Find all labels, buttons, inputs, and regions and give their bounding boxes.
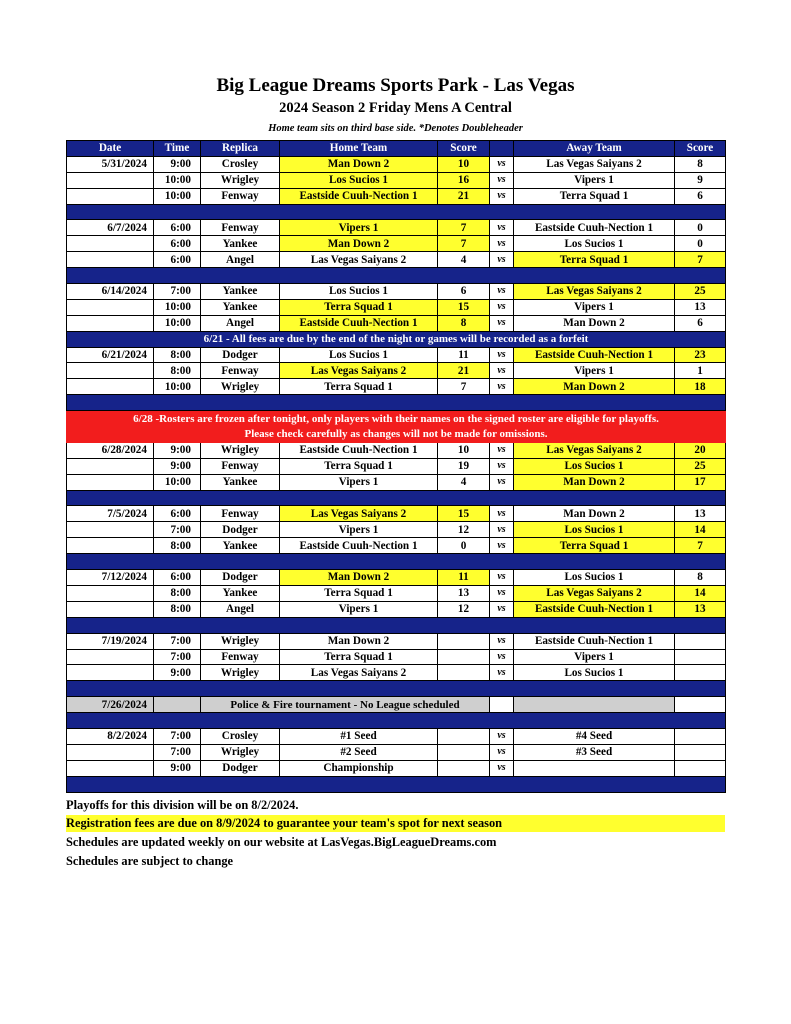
game-row	[67, 442, 726, 458]
divider-cell	[67, 713, 726, 729]
schedule-body	[67, 156, 726, 792]
away-score: 1	[675, 363, 726, 379]
home-team: Terra Squad 1	[280, 458, 438, 474]
away-score: 25	[675, 458, 726, 474]
home-score: 15	[438, 299, 490, 315]
vs-label: vs	[490, 601, 514, 617]
away-team: Man Down 2	[514, 379, 675, 395]
home-team: Los Sucios 1	[280, 347, 438, 363]
game-time: 8:00	[154, 363, 201, 379]
game-field: Yankee	[201, 538, 280, 554]
week-divider	[67, 554, 726, 570]
game-date	[67, 188, 154, 204]
game-field: Wrigley	[201, 633, 280, 649]
game-row	[67, 665, 726, 681]
col-home-team: Home Team	[280, 141, 438, 157]
game-date	[67, 458, 154, 474]
game-date	[67, 299, 154, 315]
away-score	[675, 665, 726, 681]
home-team: #1 Seed	[280, 728, 438, 744]
home-score	[438, 649, 490, 665]
game-field: Dodger	[201, 760, 280, 776]
vs-label: vs	[490, 252, 514, 268]
game-date	[67, 363, 154, 379]
home-score: 19	[438, 458, 490, 474]
game-time: 10:00	[154, 379, 201, 395]
vs-label: vs	[490, 299, 514, 315]
divider-cell	[67, 268, 726, 284]
week-divider	[67, 681, 726, 697]
vs-label: vs	[490, 744, 514, 760]
home-score	[438, 728, 490, 744]
game-date	[67, 665, 154, 681]
game-field: Fenway	[201, 220, 280, 236]
game-row	[67, 601, 726, 617]
vs-label: vs	[490, 538, 514, 554]
away-team: Los Sucios 1	[514, 665, 675, 681]
home-team: Eastside Cuuh-Nection 1	[280, 538, 438, 554]
home-score: 12	[438, 601, 490, 617]
away-score: 14	[675, 585, 726, 601]
game-row	[67, 379, 726, 395]
away-score: 13	[675, 601, 726, 617]
no-league-date: 7/26/2024	[67, 697, 154, 713]
roster-alert: Please check carefully as changes will not be made for omissions.	[67, 427, 726, 443]
game-time: 9:00	[154, 760, 201, 776]
away-team: Terra Squad 1	[514, 252, 675, 268]
vs-label: vs	[490, 633, 514, 649]
home-team: Vipers 1	[280, 601, 438, 617]
home-team: Man Down 2	[280, 570, 438, 586]
game-time: 8:00	[154, 538, 201, 554]
game-row	[67, 522, 726, 538]
game-row	[67, 474, 726, 490]
game-field: Yankee	[201, 299, 280, 315]
vs-label: vs	[490, 379, 514, 395]
no-league-score	[675, 697, 726, 713]
home-team: Las Vegas Saiyans 2	[280, 363, 438, 379]
vs-label: vs	[490, 585, 514, 601]
game-date	[67, 474, 154, 490]
vs-label: vs	[490, 570, 514, 586]
game-date	[67, 744, 154, 760]
game-row	[67, 315, 726, 331]
game-time: 10:00	[154, 172, 201, 188]
game-row	[67, 728, 726, 744]
game-date: 6/21/2024	[67, 347, 154, 363]
game-date	[67, 315, 154, 331]
game-time: 7:00	[154, 744, 201, 760]
game-time: 6:00	[154, 252, 201, 268]
game-field: Angel	[201, 252, 280, 268]
home-score: 21	[438, 363, 490, 379]
schedule-table	[66, 140, 726, 793]
away-score: 17	[675, 474, 726, 490]
home-team: Vipers 1	[280, 220, 438, 236]
home-score: 7	[438, 236, 490, 252]
away-team: Vipers 1	[514, 363, 675, 379]
home-score	[438, 744, 490, 760]
game-time: 7:00	[154, 284, 201, 300]
home-score	[438, 633, 490, 649]
home-team: Man Down 2	[280, 633, 438, 649]
vs-label: vs	[490, 347, 514, 363]
away-score	[675, 760, 726, 776]
home-score: 16	[438, 172, 490, 188]
game-time: 6:00	[154, 570, 201, 586]
vs-label: vs	[490, 236, 514, 252]
away-team: #3 Seed	[514, 744, 675, 760]
away-team	[514, 760, 675, 776]
game-time: 9:00	[154, 156, 201, 172]
home-team: Vipers 1	[280, 474, 438, 490]
game-row	[67, 220, 726, 236]
away-team: #4 Seed	[514, 728, 675, 744]
home-score: 15	[438, 506, 490, 522]
game-time: 8:00	[154, 347, 201, 363]
vs-label: vs	[490, 506, 514, 522]
home-score: 6	[438, 284, 490, 300]
home-team: Terra Squad 1	[280, 379, 438, 395]
away-score: 13	[675, 299, 726, 315]
game-time: 8:00	[154, 601, 201, 617]
divider-cell	[67, 490, 726, 506]
website-note: Schedules are updated weekly on our website at LasVegas.BigLeagueDreams.com	[66, 835, 497, 849]
home-team: Vipers 1	[280, 522, 438, 538]
game-date: 6/14/2024	[67, 284, 154, 300]
vs-label: vs	[490, 649, 514, 665]
away-team: Los Sucios 1	[514, 236, 675, 252]
col-date: Date	[67, 141, 154, 157]
home-team: Eastside Cuuh-Nection 1	[280, 188, 438, 204]
game-row	[67, 585, 726, 601]
home-team: Terra Squad 1	[280, 299, 438, 315]
no-league-row	[67, 697, 726, 713]
game-date	[67, 172, 154, 188]
week-divider	[67, 204, 726, 220]
home-score: 21	[438, 188, 490, 204]
away-team: Man Down 2	[514, 315, 675, 331]
game-date: 6/7/2024	[67, 220, 154, 236]
home-score: 11	[438, 570, 490, 586]
game-field: Dodger	[201, 347, 280, 363]
divider-cell	[67, 776, 726, 792]
vs-label: vs	[490, 442, 514, 458]
home-team: #2 Seed	[280, 744, 438, 760]
home-score: 7	[438, 379, 490, 395]
game-time: 7:00	[154, 633, 201, 649]
col-away-score: Score	[675, 141, 726, 157]
game-date: 7/5/2024	[67, 506, 154, 522]
game-field: Wrigley	[201, 665, 280, 681]
vs-label: vs	[490, 315, 514, 331]
away-score: 7	[675, 538, 726, 554]
away-team: Los Sucios 1	[514, 522, 675, 538]
game-field: Crosley	[201, 156, 280, 172]
game-field: Wrigley	[201, 379, 280, 395]
away-score: 23	[675, 347, 726, 363]
game-row	[67, 538, 726, 554]
away-team: Vipers 1	[514, 172, 675, 188]
game-row	[67, 570, 726, 586]
game-row	[67, 188, 726, 204]
playoffs-note: Playoffs for this division will be on 8/2/2024.	[66, 798, 299, 812]
game-field: Yankee	[201, 284, 280, 300]
game-row	[67, 252, 726, 268]
game-field: Wrigley	[201, 172, 280, 188]
vs-label: vs	[490, 188, 514, 204]
away-score: 20	[675, 442, 726, 458]
home-team: Las Vegas Saiyans 2	[280, 665, 438, 681]
divider-cell	[67, 681, 726, 697]
divider-cell	[67, 617, 726, 633]
game-row	[67, 299, 726, 315]
away-team: Terra Squad 1	[514, 188, 675, 204]
game-time: 7:00	[154, 522, 201, 538]
game-date: 8/2/2024	[67, 728, 154, 744]
game-date: 7/19/2024	[67, 633, 154, 649]
game-date	[67, 522, 154, 538]
home-score: 12	[438, 522, 490, 538]
home-team: Terra Squad 1	[280, 649, 438, 665]
away-score: 9	[675, 172, 726, 188]
away-score: 18	[675, 379, 726, 395]
game-row	[67, 506, 726, 522]
home-team: Las Vegas Saiyans 2	[280, 506, 438, 522]
col-replica: Replica	[201, 141, 280, 157]
away-score: 0	[675, 236, 726, 252]
game-time: 10:00	[154, 188, 201, 204]
game-field: Fenway	[201, 188, 280, 204]
home-score: 4	[438, 474, 490, 490]
home-team: Las Vegas Saiyans 2	[280, 252, 438, 268]
away-team: Eastside Cuuh-Nection 1	[514, 601, 675, 617]
game-field: Yankee	[201, 585, 280, 601]
registration-note: Registration fees are due on 8/9/2024 to guarantee your team's spot for next season	[66, 815, 725, 832]
vs-label: vs	[490, 522, 514, 538]
divider-cell	[67, 204, 726, 220]
home-team: Eastside Cuuh-Nection 1	[280, 315, 438, 331]
game-field: Yankee	[201, 236, 280, 252]
game-field: Wrigley	[201, 442, 280, 458]
away-score: 8	[675, 156, 726, 172]
game-date	[67, 379, 154, 395]
subject-note: Schedules are subject to change	[66, 854, 234, 868]
fees-notice: 6/21 - All fees are due by the end of the night or games will be recorded as a forfeit	[67, 331, 726, 347]
home-score	[438, 665, 490, 681]
page-title: Big League Dreams Sports Park - Las Vegas	[216, 75, 575, 96]
divider-cell	[67, 554, 726, 570]
home-score: 0	[438, 538, 490, 554]
home-score: 7	[438, 220, 490, 236]
game-row	[67, 633, 726, 649]
home-score: 10	[438, 442, 490, 458]
page-subtitle: 2024 Season 2 Friday Mens A Central	[279, 100, 512, 116]
col-time: Time	[154, 141, 201, 157]
fees-notice-row	[67, 331, 726, 347]
week-divider	[67, 713, 726, 729]
game-row	[67, 363, 726, 379]
game-field: Fenway	[201, 506, 280, 522]
game-date	[67, 538, 154, 554]
away-team: Los Sucios 1	[514, 458, 675, 474]
no-league-message: Police & Fire tournament - No League scheduled	[201, 697, 490, 713]
game-field: Fenway	[201, 458, 280, 474]
game-date: 7/12/2024	[67, 570, 154, 586]
game-date	[67, 252, 154, 268]
game-date: 6/28/2024	[67, 442, 154, 458]
away-team: Vipers 1	[514, 649, 675, 665]
home-team: Eastside Cuuh-Nection 1	[280, 442, 438, 458]
home-score: 13	[438, 585, 490, 601]
away-team: Man Down 2	[514, 474, 675, 490]
game-field: Crosley	[201, 728, 280, 744]
game-time: 6:00	[154, 220, 201, 236]
vs-label: vs	[490, 363, 514, 379]
away-score	[675, 649, 726, 665]
game-row	[67, 458, 726, 474]
game-row	[67, 347, 726, 363]
home-score	[438, 760, 490, 776]
game-time: 9:00	[154, 458, 201, 474]
col-vs	[490, 141, 514, 157]
game-time: 10:00	[154, 315, 201, 331]
week-divider	[67, 490, 726, 506]
game-date	[67, 649, 154, 665]
game-row	[67, 156, 726, 172]
vs-label: vs	[490, 172, 514, 188]
game-row	[67, 744, 726, 760]
roster-alert-row	[67, 427, 726, 443]
home-team: Terra Squad 1	[280, 585, 438, 601]
game-date	[67, 760, 154, 776]
away-score: 13	[675, 506, 726, 522]
game-date	[67, 585, 154, 601]
no-league-away	[514, 697, 675, 713]
home-team: Championship	[280, 760, 438, 776]
vs-label: vs	[490, 665, 514, 681]
game-time: 9:00	[154, 442, 201, 458]
away-score: 6	[675, 188, 726, 204]
home-team: Los Sucios 1	[280, 284, 438, 300]
game-field: Fenway	[201, 363, 280, 379]
home-team: Man Down 2	[280, 156, 438, 172]
away-team: Vipers 1	[514, 299, 675, 315]
game-field: Fenway	[201, 649, 280, 665]
home-score: 10	[438, 156, 490, 172]
roster-alert: 6/28 -Rosters are frozen after tonight, only players with their names on the signed roster are eligible for playoffs.	[67, 411, 726, 427]
away-team: Los Sucios 1	[514, 570, 675, 586]
no-league-vs	[490, 697, 514, 713]
col-away-team: Away Team	[514, 141, 675, 157]
away-team: Eastside Cuuh-Nection 1	[514, 633, 675, 649]
game-field: Wrigley	[201, 744, 280, 760]
vs-label: vs	[490, 728, 514, 744]
game-row	[67, 236, 726, 252]
game-time: 10:00	[154, 299, 201, 315]
game-row	[67, 649, 726, 665]
game-time: 6:00	[154, 506, 201, 522]
vs-label: vs	[490, 156, 514, 172]
away-team: Las Vegas Saiyans 2	[514, 156, 675, 172]
away-team: Las Vegas Saiyans 2	[514, 442, 675, 458]
game-row	[67, 284, 726, 300]
week-divider	[67, 268, 726, 284]
vs-label: vs	[490, 220, 514, 236]
game-field: Dodger	[201, 522, 280, 538]
game-date	[67, 236, 154, 252]
col-home-score: Score	[438, 141, 490, 157]
roster-alert-row	[67, 411, 726, 427]
game-time: 7:00	[154, 649, 201, 665]
away-score: 25	[675, 284, 726, 300]
away-score: 8	[675, 570, 726, 586]
vs-label: vs	[490, 474, 514, 490]
home-team: Man Down 2	[280, 236, 438, 252]
no-league-time	[154, 697, 201, 713]
home-team: Los Sucios 1	[280, 172, 438, 188]
away-team: Eastside Cuuh-Nection 1	[514, 220, 675, 236]
away-team: Las Vegas Saiyans 2	[514, 585, 675, 601]
away-team: Eastside Cuuh-Nection 1	[514, 347, 675, 363]
week-divider	[67, 776, 726, 792]
vs-label: vs	[490, 458, 514, 474]
away-score: 7	[675, 252, 726, 268]
game-field: Dodger	[201, 570, 280, 586]
away-score: 0	[675, 220, 726, 236]
away-team: Las Vegas Saiyans 2	[514, 284, 675, 300]
home-score: 4	[438, 252, 490, 268]
home-score: 11	[438, 347, 490, 363]
game-date: 5/31/2024	[67, 156, 154, 172]
game-field: Angel	[201, 315, 280, 331]
vs-label: vs	[490, 760, 514, 776]
game-row	[67, 760, 726, 776]
away-score	[675, 728, 726, 744]
divider-cell	[67, 395, 726, 411]
game-time: 7:00	[154, 728, 201, 744]
game-time: 9:00	[154, 665, 201, 681]
week-divider	[67, 395, 726, 411]
game-row	[67, 172, 726, 188]
game-date	[67, 601, 154, 617]
away-score: 14	[675, 522, 726, 538]
vs-label: vs	[490, 284, 514, 300]
week-divider	[67, 617, 726, 633]
away-score: 6	[675, 315, 726, 331]
game-field: Angel	[201, 601, 280, 617]
away-score	[675, 744, 726, 760]
header-row	[67, 141, 726, 157]
game-time: 8:00	[154, 585, 201, 601]
game-time: 6:00	[154, 236, 201, 252]
away-score	[675, 633, 726, 649]
away-team: Terra Squad 1	[514, 538, 675, 554]
away-team: Man Down 2	[514, 506, 675, 522]
game-field: Yankee	[201, 474, 280, 490]
home-score: 8	[438, 315, 490, 331]
home-team-note: Home team sits on third base side. *Denotes Doubleheader	[268, 123, 523, 134]
game-time: 10:00	[154, 474, 201, 490]
